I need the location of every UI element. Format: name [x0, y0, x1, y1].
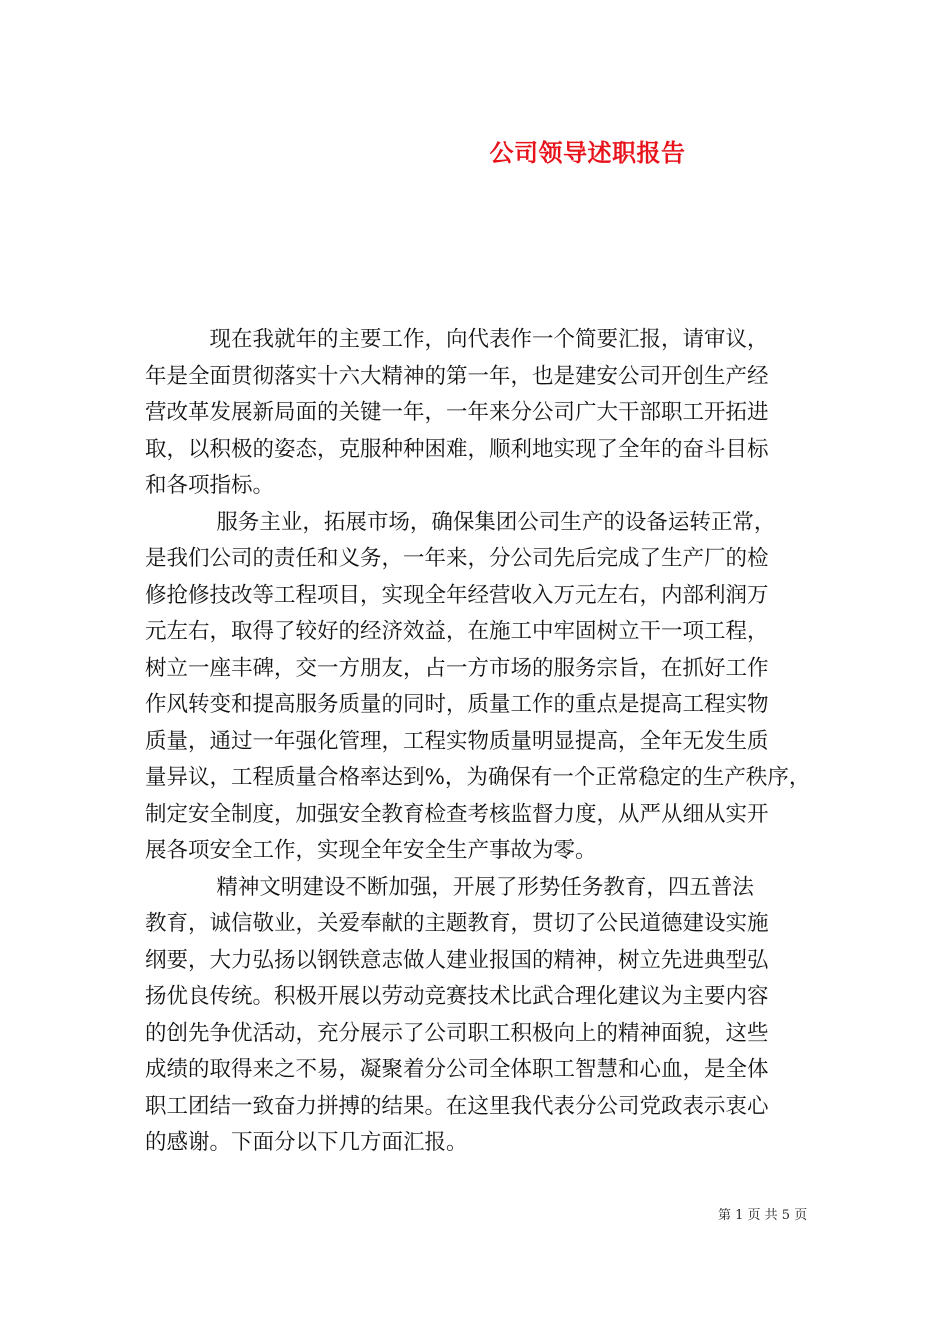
- text-line: 教育，诚信敬业，关爱奉献的主题教育，贯切了公民道德建设实施: [145, 911, 769, 936]
- text-line: 纲要，大力弘扬以钢铁意志做人建业报国的精神，树立先进典型弘: [145, 947, 769, 973]
- text-line: 现在我就年的主要工作，向代表作一个简要汇报，请审议，: [145, 327, 769, 352]
- text-line: 量异议，工程质量合格率达到%，为确保有一个正常稳定的生产秩序，: [145, 765, 811, 790]
- text-line: 质量，通过一年强化管理，工程实物质量明显提高，全年无发生质: [145, 728, 769, 754]
- text-line: 作风转变和提高服务质量的同时，质量工作的重点是提高工程实物: [145, 692, 769, 717]
- text-line: 树立一座丰碑，交一方朋友，占一方市场的服务宗旨，在抓好工作: [145, 655, 769, 681]
- document-title: 公司领导述职报告: [489, 139, 686, 167]
- text-line: 和各项指标。: [145, 473, 275, 498]
- text-line: 制定安全制度，加强安全教育检查考核监督力度，从严从细从实开: [145, 801, 769, 827]
- text-line: 的创先争优活动，充分展示了公司职工积极向上的精神面貌，这些: [145, 1020, 769, 1046]
- text-line: 展各项安全工作，实现全年安全生产事故为零。: [145, 838, 597, 863]
- text-line: 营改革发展新局面的关键一年，一年来分公司广大干部职工开拓进: [145, 400, 769, 425]
- text-line: 服务主业，拓展市场，确保集团公司生产的设备运转正常，: [145, 509, 776, 535]
- text-line: 取，以积极的姿态，克服种种困难，顺利地实现了全年的奋斗目标: [145, 436, 769, 462]
- text-line: 修抢修技改等工程项目，实现全年经营收入万元左右，内部利润万: [145, 582, 769, 608]
- text-line: 的感谢。下面分以下几方面汇报。: [145, 1130, 468, 1155]
- text-line: 职工团结一致奋力拼搏的结果。在这里我代表分公司党政表示衷心: [145, 1093, 769, 1119]
- paragraph-1: [145, 322, 822, 505]
- text-line: 是我们公司的责任和义务，一年来，分公司先后完成了生产厂的检: [145, 546, 769, 571]
- text-line: 扬优良传统。积极开展以劳动竞赛技术比武合理化建议为主要内容: [145, 984, 769, 1009]
- text-line: 元左右，取得了较好的经济效益，在施工中牢固树立干一项工程，: [145, 619, 769, 644]
- page-number: 第 1 页 共 5 页: [718, 1208, 808, 1223]
- paragraph-2: [145, 505, 822, 870]
- text-line: 成绩的取得来之不易，凝聚着分公司全体职工智慧和心血，是全体: [145, 1057, 769, 1082]
- text-line: 年是全面贯彻落实十六大精神的第一年，也是建安公司开创生产经: [145, 363, 769, 389]
- document-body: [145, 322, 822, 1162]
- text-line: 精神文明建设不断加强，开展了形势任务教育，四五普法: [145, 874, 754, 900]
- paragraph-3: [145, 870, 822, 1162]
